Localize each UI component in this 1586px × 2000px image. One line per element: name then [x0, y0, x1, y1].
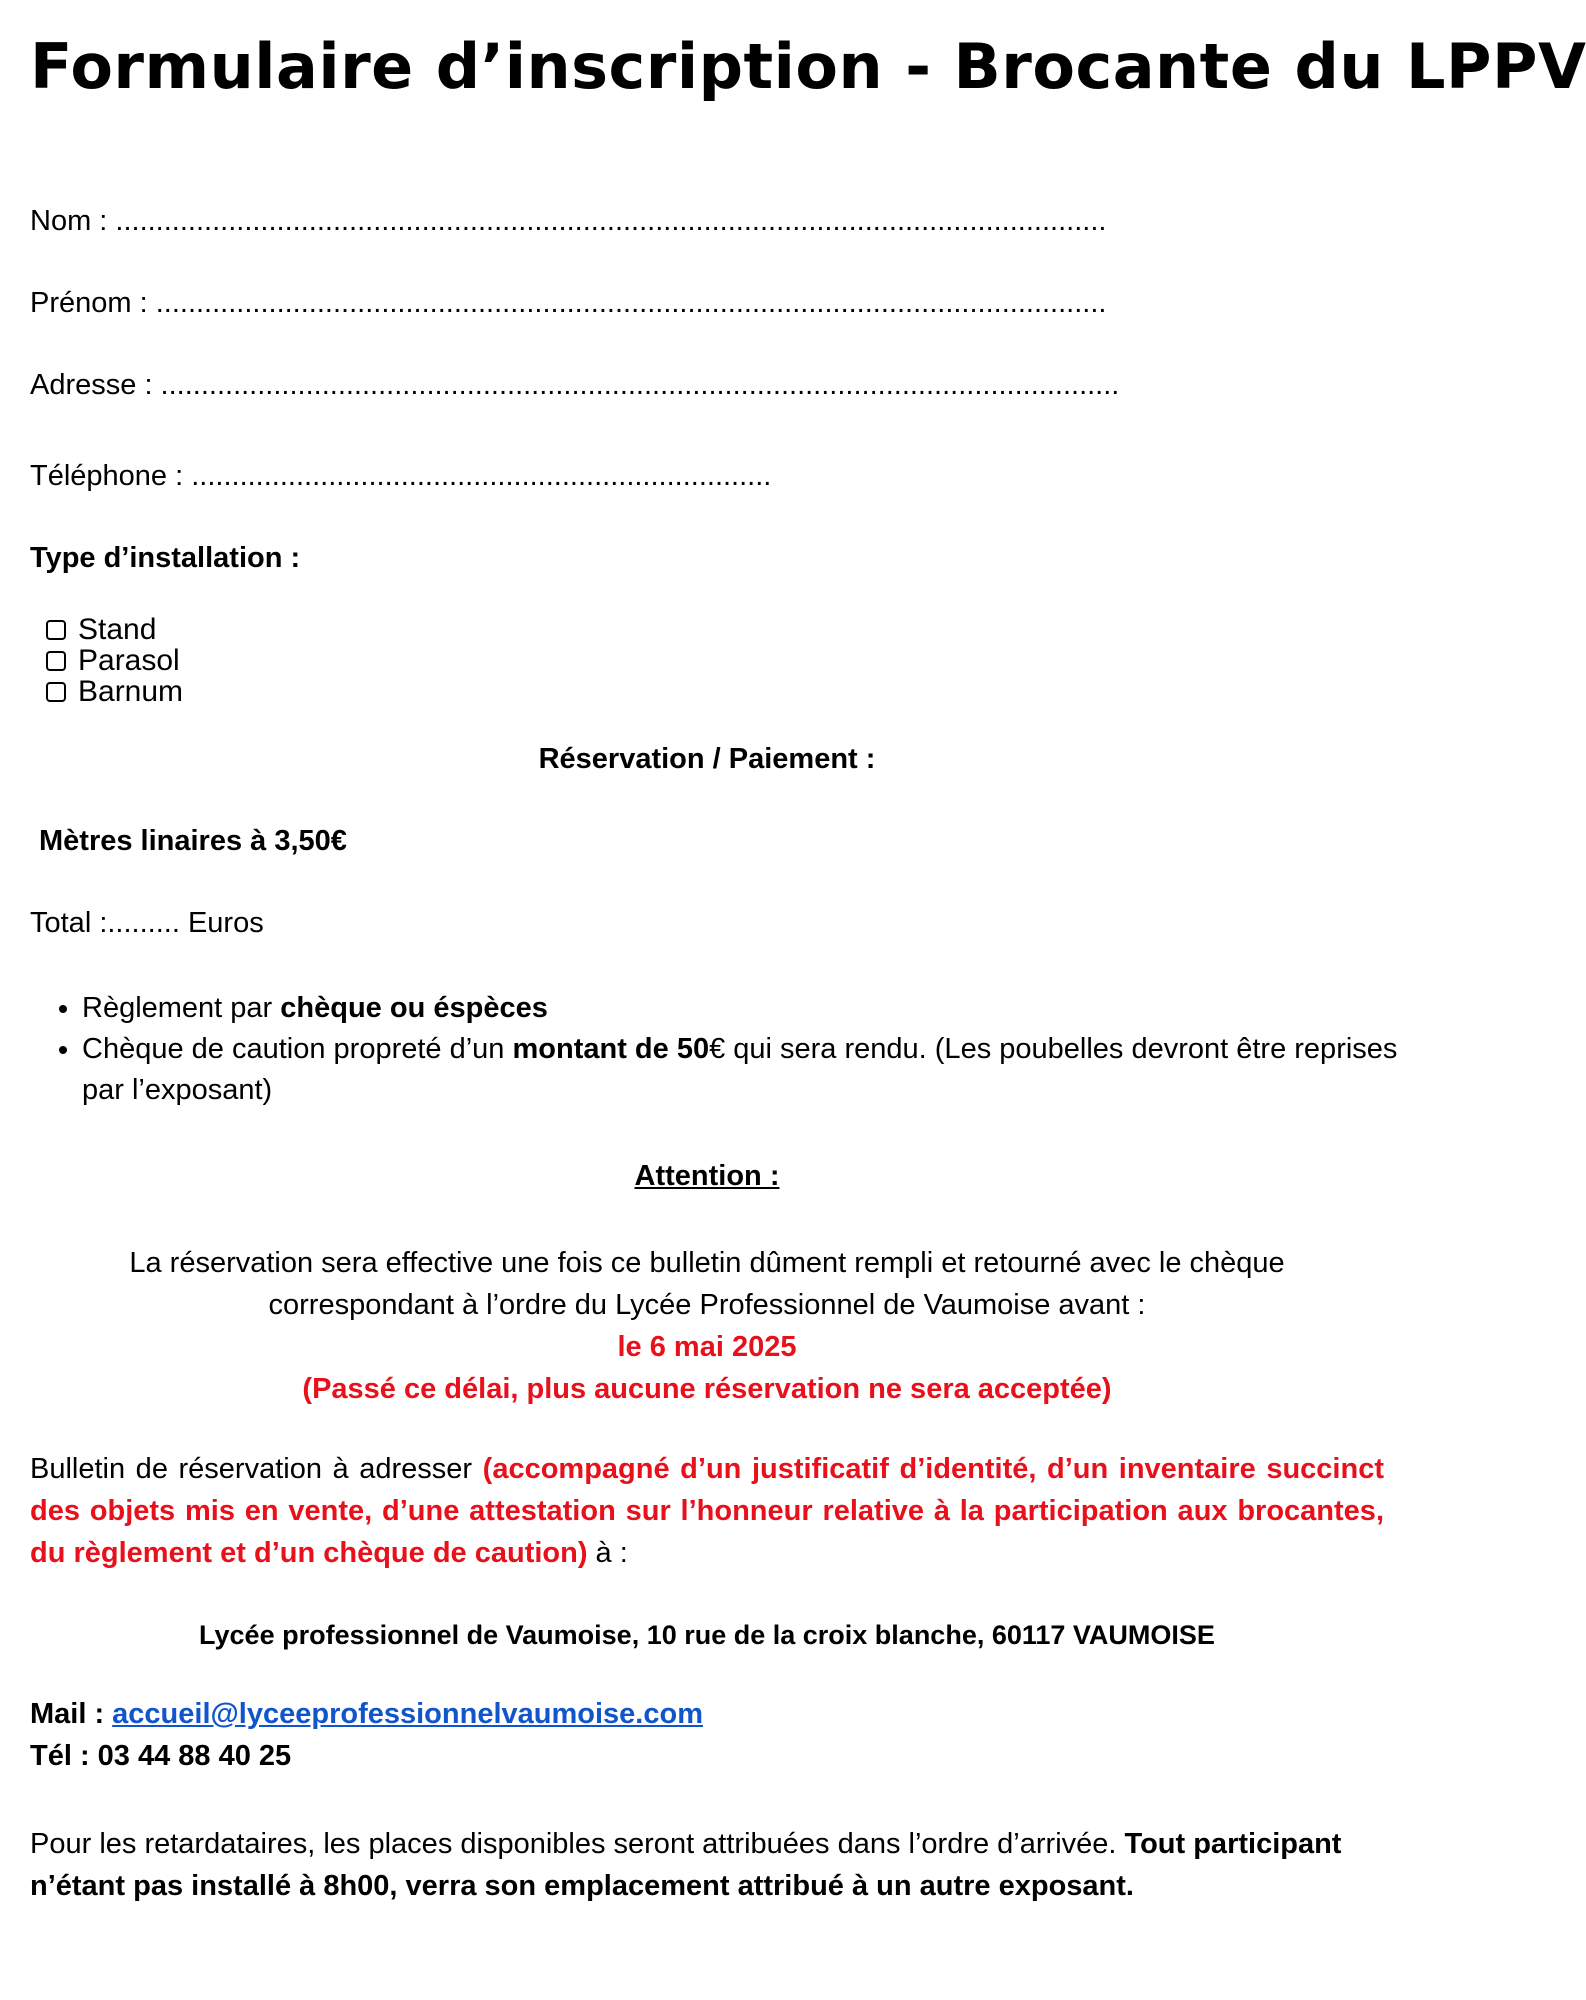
option-parasol-label: Parasol: [78, 644, 180, 677]
checkbox-parasol[interactable]: [46, 651, 66, 671]
deadline-warning: (Passé ce délai, plus aucune réservation ne sera acceptée): [302, 1373, 1112, 1405]
bullet-caution-text-b: € qui sera rendu. (Les poubelles devront être reprises par l’exposant): [82, 1033, 1398, 1106]
metres-lineaires: Mètres linaires à 3,50€: [39, 825, 347, 857]
option-barnum-label: Barnum: [78, 675, 184, 708]
option-parasol[interactable]: [46, 645, 183, 676]
option-stand-label: Stand: [78, 613, 157, 646]
prenom-field[interactable]: Prénom : ......................................................................................................................: [30, 287, 1107, 319]
bulletin-text-a: Bulletin de réservation à adresser: [30, 1453, 483, 1485]
bulletin-text-b: à :: [587, 1537, 628, 1569]
total-field[interactable]: Total :......... Euros: [30, 907, 264, 939]
option-barnum[interactable]: [46, 676, 183, 707]
attention-block: [30, 1242, 1384, 1410]
tel-line: Tél : 03 44 88 40 25: [30, 1740, 292, 1772]
bullet-reglement-text: Règlement par: [82, 992, 281, 1024]
option-stand[interactable]: [46, 614, 183, 645]
checkbox-barnum[interactable]: [46, 682, 66, 702]
school-address: Lycée professionnel de Vaumoise, 10 rue de la croix blanche, 60117 VAUMOISE: [199, 1620, 1215, 1650]
adresse-field[interactable]: Adresse : .......................................................................................................................: [30, 369, 1120, 401]
deadline-date: le 6 mai 2025: [617, 1331, 797, 1363]
bulletin-requirements: (accompagné d’un justificatif d’identité, d’un inventaire succinct des objets mis en vente, d’une attestation sur l’honneur relative à la participation aux brocantes, du règlement et d’un chèque de caution): [30, 1453, 1384, 1569]
late-arrivals-paragraph: [30, 1823, 1384, 1907]
late-arrivals-text: Pour les retardataires, les places disponibles seront attribuées dans l’ordre d’arrivée.: [30, 1828, 1125, 1860]
late-arrivals-bold: Tout participant n’étant pas installé à 8h00, verra son emplacement attribué à un autre exposant.: [30, 1828, 1342, 1902]
bullet-caution-text-a: Chèque de caution propreté d’un: [82, 1033, 513, 1065]
bullet-reglement: [82, 988, 1436, 1029]
mail-link[interactable]: accueil@lyceeprofessionnelvaumoise.com: [112, 1698, 703, 1730]
reservation-heading: Réservation / Paiement :: [538, 743, 876, 775]
bullet-reglement-bold: chèque ou éspèces: [280, 992, 548, 1024]
mail-line: [30, 1698, 703, 1731]
page-title: Formulaire d’inscription - Brocante du LPPV: [30, 30, 1586, 103]
nom-field[interactable]: Nom : ...........................................................................................................................: [30, 205, 1107, 237]
installation-options: [46, 614, 183, 707]
attention-heading: Attention :: [634, 1160, 780, 1192]
installation-heading: Type d’installation :: [30, 542, 301, 574]
telephone-field[interactable]: Téléphone : ........................................................................: [30, 460, 772, 492]
bullet-caution: [82, 1029, 1436, 1111]
attention-line2: correspondant à l’ordre du Lycée Professionnel de Vaumoise avant :: [268, 1289, 1146, 1321]
bulletin-paragraph: [30, 1448, 1384, 1574]
checkbox-stand[interactable]: [46, 620, 66, 640]
attention-line1: La réservation sera effective une fois ce bulletin dûment rempli et retourné avec le chèque: [129, 1247, 1285, 1279]
mail-label: Mail :: [30, 1698, 113, 1730]
payment-bullets: [30, 988, 1436, 1111]
bullet-caution-bold: montant de 50: [512, 1033, 710, 1065]
